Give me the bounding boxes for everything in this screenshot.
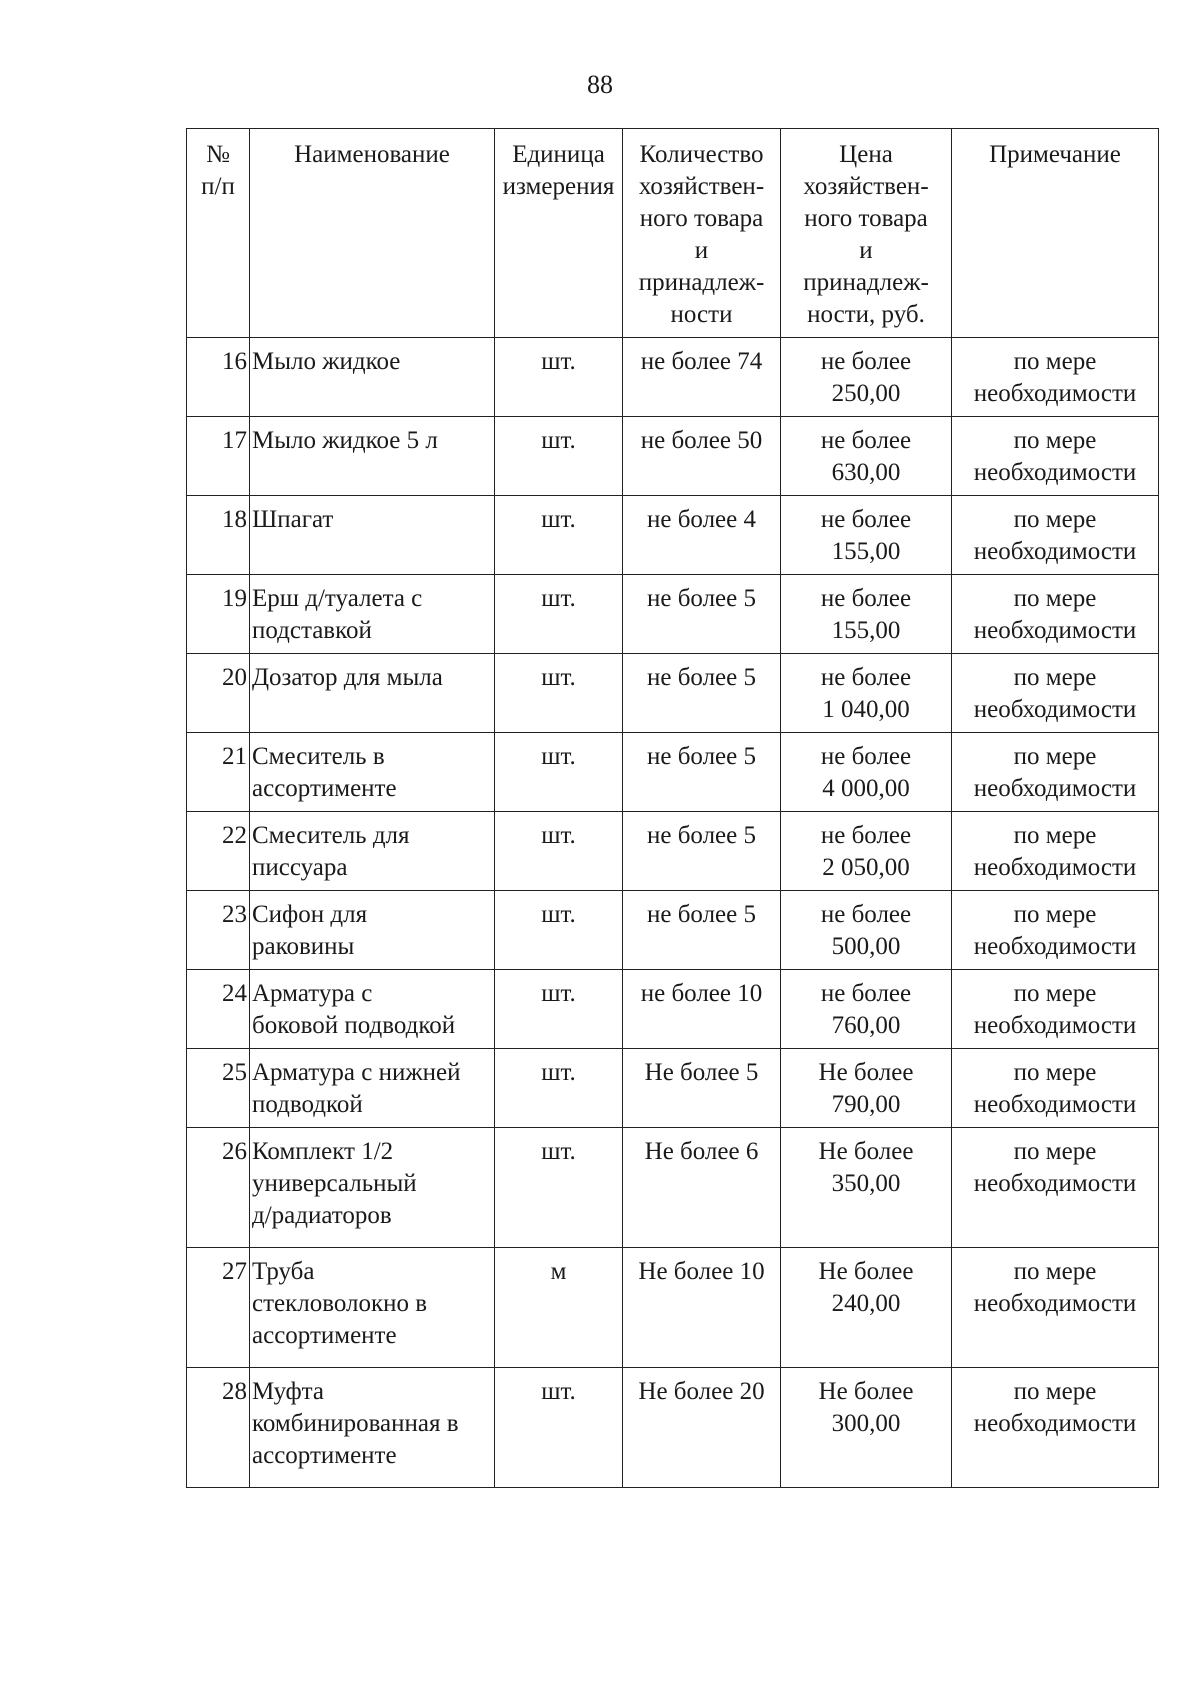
row-number: 18 xyxy=(187,496,250,575)
quantity: не более 5 xyxy=(623,654,781,733)
item-name-line: ассортименте xyxy=(252,1442,397,1469)
price-line: 500,00 xyxy=(831,933,901,960)
note-line: необходимости xyxy=(973,617,1137,644)
table-row xyxy=(187,575,1159,654)
price-line: Не более xyxy=(818,1378,914,1405)
note xyxy=(952,1248,1159,1368)
item-name-line: Арматура с xyxy=(252,980,373,1007)
item-name-line: боковой подводкой xyxy=(252,1012,456,1039)
price-line: не более xyxy=(820,427,912,454)
row-number: 26 xyxy=(187,1128,250,1248)
note xyxy=(952,338,1159,417)
note-line: по мере xyxy=(1013,1138,1097,1165)
note-line: по мере xyxy=(1013,743,1097,770)
item-name-line: раковины xyxy=(252,933,355,960)
item-name xyxy=(250,1128,495,1248)
price-line: 4 000,00 xyxy=(822,775,910,802)
item-name-line: д/радиаторов xyxy=(252,1202,392,1229)
note-line: необходимости xyxy=(973,854,1137,881)
price-line: 250,00 xyxy=(831,380,901,407)
item-name xyxy=(250,733,495,812)
note-line: необходимости xyxy=(973,696,1137,723)
note xyxy=(952,417,1159,496)
note-line: необходимости xyxy=(973,380,1137,407)
price xyxy=(781,1248,952,1368)
note-line: по мере xyxy=(1013,506,1097,533)
row-number: 19 xyxy=(187,575,250,654)
price-line: 2 050,00 xyxy=(822,854,910,881)
note-line: необходимости xyxy=(973,538,1137,565)
price xyxy=(781,812,952,891)
note-line: необходимости xyxy=(973,1290,1137,1317)
unit-of-measure: шт. xyxy=(495,1128,623,1248)
row-number: 17 xyxy=(187,417,250,496)
item-name-line: ассортименте xyxy=(252,775,397,802)
price xyxy=(781,733,952,812)
table-header-row xyxy=(187,129,1159,338)
header-cell-number: № п/п xyxy=(187,129,250,338)
table-row xyxy=(187,812,1159,891)
item-name-line: Смеситель для xyxy=(252,822,410,849)
price xyxy=(781,970,952,1049)
note xyxy=(952,575,1159,654)
item-name-line: Смеситель в xyxy=(252,743,385,770)
table-row xyxy=(187,891,1159,970)
price xyxy=(781,338,952,417)
row-number: 27 xyxy=(187,1248,250,1368)
unit-of-measure: шт. xyxy=(495,417,623,496)
row-number: 23 xyxy=(187,891,250,970)
note xyxy=(952,1049,1159,1128)
note xyxy=(952,812,1159,891)
note-line: необходимости xyxy=(973,1410,1137,1437)
table-row xyxy=(187,496,1159,575)
price-line: не более xyxy=(820,743,912,770)
item-name-line: Мыло жидкое 5 л xyxy=(252,427,438,454)
price xyxy=(781,575,952,654)
table-row xyxy=(187,338,1159,417)
price xyxy=(781,1049,952,1128)
unit-of-measure: шт. xyxy=(495,575,623,654)
note xyxy=(952,1368,1159,1488)
item-name-line: Муфта xyxy=(252,1378,325,1405)
price-line: 1 040,00 xyxy=(822,696,910,723)
price-line: 350,00 xyxy=(831,1170,901,1197)
quantity: Не более 10 xyxy=(623,1248,781,1368)
note-line: необходимости xyxy=(973,933,1137,960)
note-line: по мере xyxy=(1013,664,1097,691)
quantity: не более 5 xyxy=(623,891,781,970)
price-line: не более xyxy=(820,664,912,691)
price-line: 300,00 xyxy=(831,1410,901,1437)
note xyxy=(952,891,1159,970)
item-name xyxy=(250,575,495,654)
note-line: необходимости xyxy=(973,459,1137,486)
item-name-line: подставкой xyxy=(252,617,372,644)
note-line: по мере xyxy=(1013,1378,1097,1405)
item-name-line: комбинированная в xyxy=(252,1410,459,1437)
price-line: не более xyxy=(820,980,912,1007)
row-number: 22 xyxy=(187,812,250,891)
row-number: 28 xyxy=(187,1368,250,1488)
note-line: по мере xyxy=(1013,901,1097,928)
header-cell-name: Наименование xyxy=(250,129,495,338)
item-name xyxy=(250,1049,495,1128)
item-name xyxy=(250,496,495,575)
header-cell-note: Примечание xyxy=(952,129,1159,338)
note-line: по мере xyxy=(1013,980,1097,1007)
unit-of-measure: шт. xyxy=(495,654,623,733)
item-name xyxy=(250,417,495,496)
item-name-line: Ерш д/туалета с xyxy=(252,585,423,612)
item-name-line: стекловолокно в xyxy=(252,1290,428,1317)
quantity: не более 5 xyxy=(623,733,781,812)
unit-of-measure: шт. xyxy=(495,970,623,1049)
quantity: не более 50 xyxy=(623,417,781,496)
table-row xyxy=(187,654,1159,733)
item-name-line: ассортименте xyxy=(252,1322,397,1349)
item-name-line: Арматура с нижней xyxy=(252,1059,461,1086)
quantity: не более 5 xyxy=(623,575,781,654)
row-number: 21 xyxy=(187,733,250,812)
note-line: необходимости xyxy=(973,1091,1137,1118)
note xyxy=(952,733,1159,812)
item-name-line: подводкой xyxy=(252,1091,363,1118)
unit-of-measure: шт. xyxy=(495,496,623,575)
price-line: 760,00 xyxy=(831,1012,901,1039)
price-line: 155,00 xyxy=(831,617,901,644)
note-line: по мере xyxy=(1013,1059,1097,1086)
row-number: 20 xyxy=(187,654,250,733)
table-row xyxy=(187,417,1159,496)
note-line: необходимости xyxy=(973,775,1137,802)
item-name-line: Труба xyxy=(252,1258,315,1285)
unit-of-measure: шт. xyxy=(495,891,623,970)
price-line: 630,00 xyxy=(831,459,901,486)
price-line: не более xyxy=(820,901,912,928)
item-name xyxy=(250,1368,495,1488)
page-number: 88 xyxy=(587,70,613,99)
header-cell-quantity: Количество хозяйствен- ного товара и принадлеж- ности xyxy=(623,129,781,338)
note-line: по мере xyxy=(1013,427,1097,454)
price xyxy=(781,496,952,575)
price-line: Не более xyxy=(818,1059,914,1086)
unit-of-measure: шт. xyxy=(495,338,623,417)
table-row xyxy=(187,1368,1159,1488)
quantity: не более 4 xyxy=(623,496,781,575)
table-body xyxy=(187,338,1159,1488)
price-line: Не более xyxy=(818,1258,914,1285)
table-row xyxy=(187,1128,1159,1248)
item-name-line: универсальный xyxy=(252,1170,417,1197)
price xyxy=(781,1128,952,1248)
price-line: 790,00 xyxy=(831,1091,901,1118)
item-name-line: Сифон для xyxy=(252,901,368,928)
unit-of-measure: шт. xyxy=(495,1368,623,1488)
item-name xyxy=(250,654,495,733)
row-number: 24 xyxy=(187,970,250,1049)
item-name-line: Шпагат xyxy=(252,506,334,533)
price xyxy=(781,1368,952,1488)
price-line: 155,00 xyxy=(831,538,901,565)
quantity: Не более 20 xyxy=(623,1368,781,1488)
row-number: 16 xyxy=(187,338,250,417)
note-line: необходимости xyxy=(973,1170,1137,1197)
item-name-line: Мыло жидкое xyxy=(252,348,401,375)
item-name xyxy=(250,812,495,891)
quantity: не более 10 xyxy=(623,970,781,1049)
item-name xyxy=(250,1248,495,1368)
note-line: по мере xyxy=(1013,822,1097,849)
quantity: не более 5 xyxy=(623,812,781,891)
note-line: по мере xyxy=(1013,348,1097,375)
price xyxy=(781,891,952,970)
table-row xyxy=(187,733,1159,812)
note xyxy=(952,1128,1159,1248)
note-line: по мере xyxy=(1013,585,1097,612)
unit-of-measure: шт. xyxy=(495,733,623,812)
price xyxy=(781,654,952,733)
quantity: Не более 5 xyxy=(623,1049,781,1128)
note xyxy=(952,496,1159,575)
item-name-line: Комплект 1/2 xyxy=(252,1138,394,1165)
price-line: не более xyxy=(820,348,912,375)
unit-of-measure: шт. xyxy=(495,1049,623,1128)
quantity: Не более 6 xyxy=(623,1128,781,1248)
price-line: Не более xyxy=(818,1138,914,1165)
table-row xyxy=(187,1049,1159,1128)
note-line: по мере xyxy=(1013,1258,1097,1285)
item-name-line: Дозатор для мыла xyxy=(252,664,443,691)
header-cell-unit: Единица измерения xyxy=(495,129,623,338)
price-line: не более xyxy=(820,822,912,849)
table-row xyxy=(187,970,1159,1049)
unit-of-measure: м xyxy=(495,1248,623,1368)
item-name xyxy=(250,338,495,417)
item-name xyxy=(250,970,495,1049)
row-number: 25 xyxy=(187,1049,250,1128)
note-line: необходимости xyxy=(973,1012,1137,1039)
price-line: не более xyxy=(820,506,912,533)
note xyxy=(952,654,1159,733)
item-name-line: писсуара xyxy=(252,854,348,881)
goods-table xyxy=(186,128,1159,1488)
price-line: не более xyxy=(820,585,912,612)
header-cell-price: Цена хозяйствен- ного товара и принадлеж- ности, руб. xyxy=(781,129,952,338)
price xyxy=(781,417,952,496)
price-line: 240,00 xyxy=(831,1290,901,1317)
quantity: не более 74 xyxy=(623,338,781,417)
item-name xyxy=(250,891,495,970)
note xyxy=(952,970,1159,1049)
table-row xyxy=(187,1248,1159,1368)
unit-of-measure: шт. xyxy=(495,812,623,891)
